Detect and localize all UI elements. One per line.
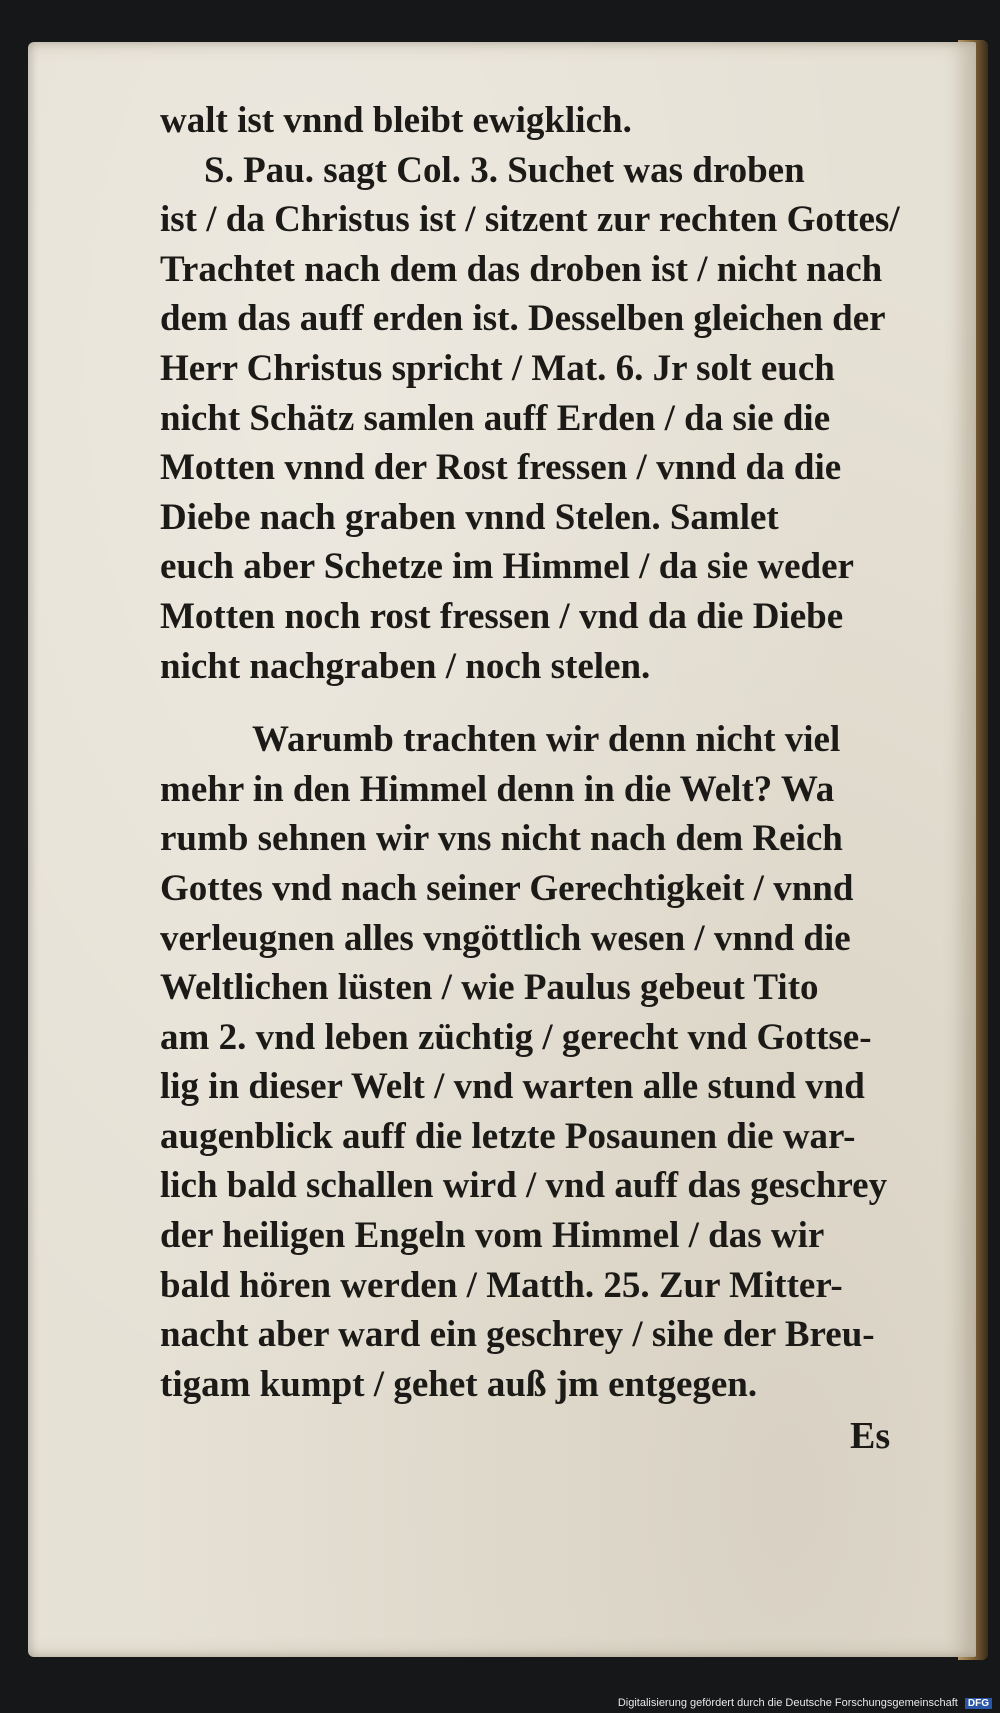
text-line: der heiligen Engeln vom Himmel / das wir (160, 1215, 825, 1257)
text-line: bald hören werden / Matth. 25. Zur Mitter- (160, 1264, 843, 1306)
text-line: augenblick auff die letzte Posaunen die war- (160, 1115, 856, 1157)
text-line: nacht aber ward ein geschrey / sihe der Breu- (160, 1314, 875, 1356)
text-line: ist / da Christus ist / sitzent zur rechten Gottes/ (160, 199, 900, 241)
text-line: Trachtet nach dem das droben ist / nicht nach (160, 248, 883, 290)
text-line: nicht Schätz samlen auff Erden / da sie die (160, 397, 831, 439)
text-line: Gottes vnd nach seiner Gerechtigkeit / vnnd (160, 867, 854, 909)
text-line: verleugnen alles vngöttlich wesen / vnnd die (160, 917, 851, 959)
text-line: Warumb trachten wir denn nicht viel (252, 719, 841, 761)
paragraph-gap (160, 691, 920, 715)
text-line: dem das auff erden ist. Desselben gleichen der (160, 298, 886, 340)
text-line: Diebe nach graben vnnd Stelen. Samlet (160, 496, 779, 538)
digitization-credit (618, 1697, 992, 1709)
text-line: Motten noch rost fressen / vnd da die Diebe (160, 595, 844, 637)
text-line: Motten vnnd der Rost fressen / vnnd da die (160, 447, 842, 489)
text-line: Weltlichen lüsten / wie Paulus gebeut Tito (160, 967, 819, 1009)
text-line: S. Pau. sagt Col. 3. Suchet was droben (204, 149, 805, 191)
dfg-logo: DFG (965, 1698, 992, 1709)
text-line: mehr in den Himmel denn in die Welt? Wa (160, 768, 835, 810)
catchword: Es (850, 1415, 891, 1457)
text-line: rumb sehnen wir vns nicht nach dem Reich (160, 818, 843, 860)
text-line: euch aber Schetze im Himmel / da sie weder (160, 546, 854, 588)
text-line: am 2. vnd leben züchtig / gerecht vnd Gottse- (160, 1016, 872, 1058)
credit-text: Digitalisierung gefördert durch die Deutsche Forschungsgemeinschaft (617, 1697, 958, 1709)
text-line: lig in dieser Welt / vnd warten alle stund vnd (160, 1066, 865, 1108)
text-line: nicht nachgraben / noch stelen. (160, 645, 651, 687)
text-line: tigam kumpt / gehet auß jm entgegen. (160, 1363, 758, 1405)
text-line: lich bald schallen wird / vnd auff das geschrey (160, 1165, 888, 1207)
text-line: walt ist vnnd bleibt ewigklich. (160, 100, 632, 141)
page-body-text (160, 96, 920, 1409)
text-line: Herr Christus spricht / Mat. 6. Jr solt euch (160, 347, 835, 389)
